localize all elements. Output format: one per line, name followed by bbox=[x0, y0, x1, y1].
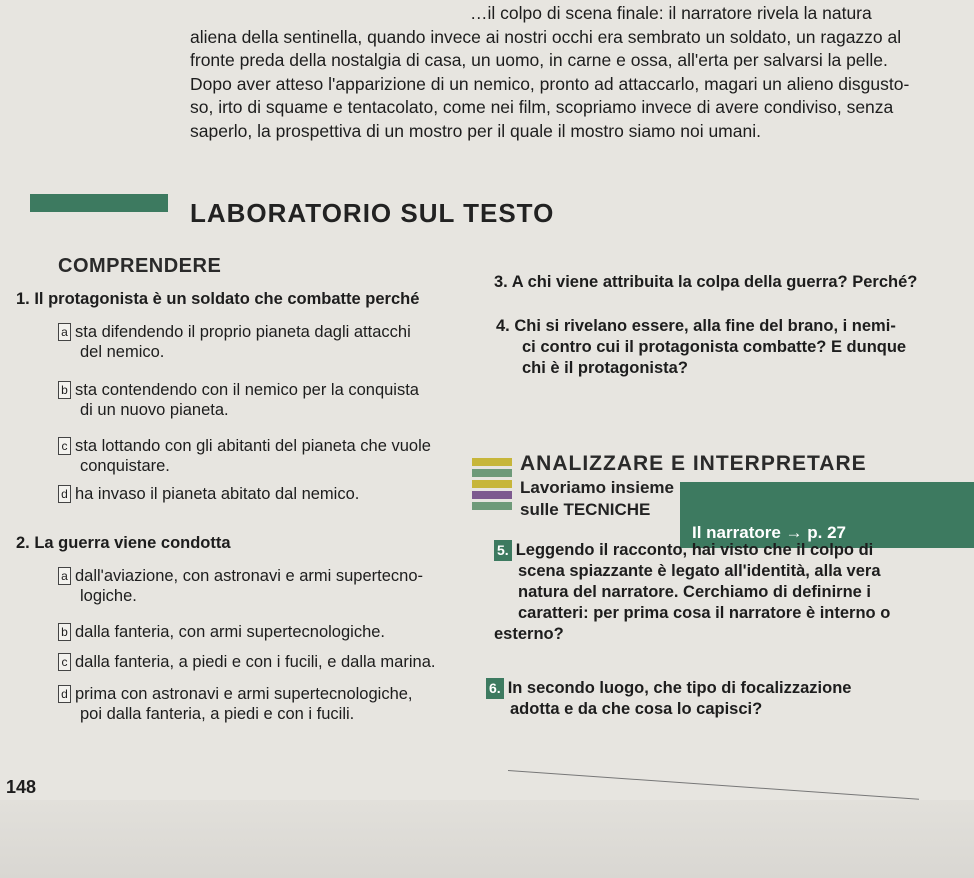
lab-title: LABORATORIO SUL TESTO bbox=[190, 198, 555, 228]
page-bottom-margin bbox=[0, 800, 974, 878]
q2-option-d: d prima con astronavi e armi supertecnologiche, poi dalla fanteria, a piedi e con i fucili. bbox=[58, 684, 413, 724]
q2-checkbox-d[interactable]: d bbox=[58, 685, 71, 703]
section-analizzare: ANALIZZARE E INTERPRETARE bbox=[520, 452, 867, 475]
intro-line-3: fronte preda della nostalgia di casa, un uomo, in carne e ossa, all'erta per salvarsi la pelle. bbox=[190, 50, 888, 70]
question-5: 5. Leggendo il racconto, hai visto che il colpo di scena spiazzante è legato all'identità, alla vera natura del narratore. Cerchiamo di definirne i caratteri: per prima cosa il narratore è interno o esterno? bbox=[494, 541, 891, 643]
intro-paragraph bbox=[190, 2, 970, 143]
question-3: 3. A chi viene attribuita la colpa della guerra? Perché? bbox=[494, 273, 918, 291]
section-comprendere: COMPRENDERE bbox=[58, 255, 222, 277]
q2-checkbox-b[interactable]: b bbox=[58, 623, 71, 641]
question-4: 4. Chi si rivelano essere, alla fine del brano, i nemi- ci contro cui il protagonista combatte? E dunque chi è il protagonista? bbox=[496, 317, 907, 377]
q1-checkbox-d[interactable]: d bbox=[58, 485, 71, 503]
q1-option-a: a sta difendendo il proprio pianeta dagli attacchi del nemico. bbox=[58, 322, 411, 362]
question-2-heading: 2. La guerra viene condotta bbox=[16, 534, 231, 552]
question-1-heading: 1. Il protagonista è un soldato che combatte perché bbox=[16, 290, 420, 308]
q1-checkbox-a[interactable]: a bbox=[58, 323, 71, 341]
intro-line-1: …il colpo di scena finale: il narratore rivela la natura bbox=[470, 3, 872, 23]
q2-checkbox-c[interactable]: c bbox=[58, 653, 71, 671]
lab-title-bar bbox=[30, 194, 168, 212]
lavoriamo-insieme-line2: sulle TECNICHE bbox=[520, 500, 651, 519]
intro-line-4: Dopo aver atteso l'apparizione di un nemico, pronto ad attaccarlo, magari un alieno disgusto- bbox=[190, 73, 910, 94]
question-6: 6. In secondo luogo, che tipo di focalizzazione adotta e da che cosa lo capisci? bbox=[486, 678, 851, 720]
q2-option-a: a dall'aviazione, con astronavi e armi supertecno- logiche. bbox=[58, 566, 423, 606]
narratore-reference-link[interactable]: Il narratore → p. 27 bbox=[692, 523, 846, 542]
lavoriamo-insieme-line1: Lavoriamo insieme bbox=[520, 478, 675, 497]
q2-checkbox-a[interactable]: a bbox=[58, 567, 71, 585]
q5-number: 5. bbox=[494, 540, 512, 561]
page-number: 148 bbox=[6, 777, 37, 797]
q1-option-d: d ha invaso il pianeta abitato dal nemico. bbox=[58, 484, 359, 504]
lavoriamo-stripes bbox=[472, 458, 512, 528]
q1-option-b: b sta contendendo con il nemico per la conquista di un nuovo pianeta. bbox=[58, 380, 419, 420]
intro-line-5: so, irto di squame e tentacolato, come nei film, scopriamo invece di avere condiviso, senza bbox=[190, 97, 894, 117]
intro-line-6: saperlo, la prospettiva di un mostro per il quale il mostro siamo noi umani. bbox=[190, 120, 761, 141]
intro-line-2: aliena della sentinella, quando invece ai nostri occhi era sembrato un soldato, un ragazzo al bbox=[190, 26, 902, 47]
q6-number: 6. bbox=[486, 678, 504, 699]
answer-line[interactable] bbox=[508, 770, 919, 800]
q2-option-c: c dalla fanteria, a piedi e con i fucili, e dalla marina. bbox=[58, 652, 435, 672]
q1-checkbox-c[interactable]: c bbox=[58, 437, 71, 455]
q1-checkbox-b[interactable]: b bbox=[58, 381, 71, 399]
q2-option-b: b dalla fanteria, con armi supertecnologiche. bbox=[58, 622, 385, 642]
q1-option-c: c sta lottando con gli abitanti del pianeta che vuole conquistare. bbox=[58, 436, 431, 476]
